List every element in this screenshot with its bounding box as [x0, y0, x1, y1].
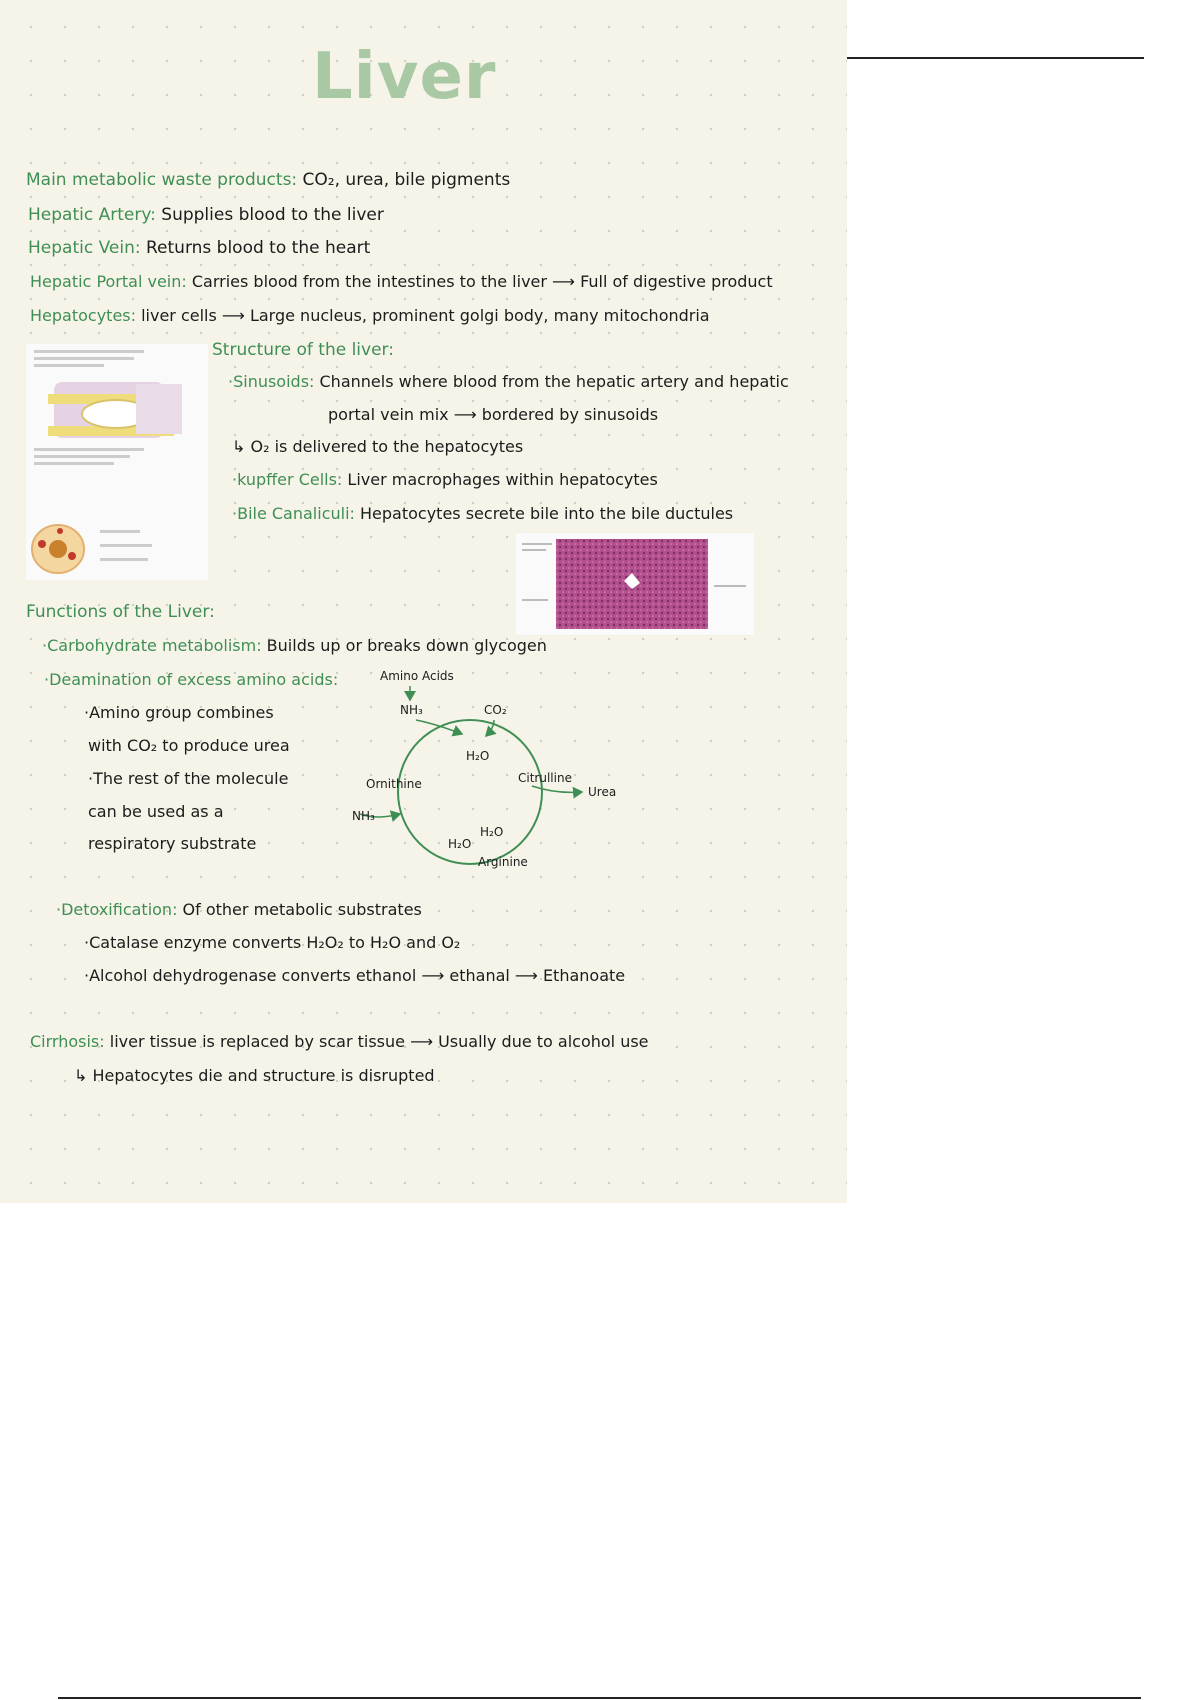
line-hepatocytes: [30, 306, 710, 325]
line-sinusoids: [228, 372, 789, 391]
text: Returns blood to the heart: [140, 238, 371, 258]
label-arginine: Arginine: [478, 855, 528, 869]
line-bile-canaliculi: [232, 504, 733, 523]
line-carbohydrate: [42, 636, 547, 655]
line-hepatic-portal-vein: [30, 272, 773, 291]
text: liver tissue is replaced by scar tissue ⟶ Usually due to alcohol use: [104, 1032, 649, 1051]
text: Of other metabolic substrates: [177, 900, 422, 919]
liver-micrograph: [516, 533, 754, 635]
label: ·Detoxification:: [56, 900, 178, 919]
text: Supplies blood to the liver: [155, 205, 384, 225]
label-h2o-bottom: H₂O: [448, 837, 472, 851]
line-deamination-d: can be used as a: [88, 802, 224, 821]
label: ·Bile Canaliculi:: [232, 504, 355, 523]
label: Hepatic Portal vein:: [30, 272, 187, 291]
text: Builds up or breaks down glycogen: [261, 636, 547, 655]
urea-cycle-diagram: [346, 664, 646, 890]
line-deamination-e: respiratory substrate: [88, 834, 257, 853]
bottom-rule: [58, 1697, 1141, 1699]
line-alcohol: ·Alcohol dehydrogenase converts ethanol ⟶ ethanal ⟶ Ethanoate: [84, 966, 626, 985]
text: Carries blood from the intestines to the liver ⟶ Full of digestive product: [186, 272, 773, 291]
label: Hepatic Vein:: [28, 238, 141, 258]
page-title: Liver: [312, 40, 497, 114]
arrow-urea: [532, 786, 582, 792]
text: Hepatocytes secrete bile into the bile ductules: [354, 504, 734, 523]
label: Hepatic Artery:: [28, 205, 156, 225]
label-urea: Urea: [588, 785, 617, 799]
line-detoxification: [56, 900, 422, 919]
text: liver cells ⟶ Large nucleus, prominent golgi body, many mitochondria: [136, 306, 710, 325]
line-sinusoids-3: ↳ O₂ is delivered to the hepatocytes: [232, 437, 524, 456]
liver-lobule-diagram: [26, 344, 208, 580]
label-ornithine: Ornithine: [366, 777, 422, 791]
line-waste-products: [26, 170, 510, 190]
label: Cirrhosis:: [30, 1032, 105, 1051]
top-rule: [847, 57, 1144, 59]
line-deamination: ·Deamination of excess amino acids:: [44, 670, 339, 689]
label-h2o-top: H₂O: [466, 749, 490, 763]
line-cirrhosis-2: ↳ Hepatocytes die and structure is disrupted: [74, 1066, 435, 1085]
label-nh3-left: NH₃: [352, 809, 375, 823]
label: Main metabolic waste products:: [26, 170, 298, 190]
line-hepatic-vein: [28, 238, 370, 258]
text: Liver macrophages within hepatocytes: [342, 470, 658, 489]
micrograph-svg: [516, 533, 754, 635]
line-deamination-b: with CO₂ to produce urea: [88, 736, 290, 755]
line-sinusoids-2: portal vein mix ⟶ bordered by sinusoids: [328, 405, 659, 424]
line-deamination-c: ·The rest of the molecule: [88, 769, 289, 788]
line-catalase: ·Catalase enzyme converts H₂O₂ to H₂O and O₂: [84, 933, 461, 952]
text: CO₂, urea, bile pigments: [297, 170, 511, 190]
label-co2: CO₂: [484, 703, 507, 717]
label-amino-acids: Amino Acids: [380, 669, 454, 683]
label-h2o-right: H₂O: [480, 825, 504, 839]
line-deamination-a: ·Amino group combines: [84, 703, 274, 722]
label-nh3-top: NH₃: [400, 703, 423, 717]
line-cirrhosis: [30, 1032, 649, 1051]
structure-heading: Structure of the liver:: [212, 340, 394, 360]
label: ·Carbohydrate metabolism:: [42, 636, 262, 655]
liver-lobule-svg: [26, 344, 208, 580]
text: Channels where blood from the hepatic artery and hepatic: [314, 372, 789, 391]
line-hepatic-artery: [28, 205, 384, 225]
line-kupffer: [232, 470, 658, 489]
label: ·kupffer Cells:: [232, 470, 343, 489]
label: ·Sinusoids:: [228, 372, 315, 391]
functions-heading: Functions of the Liver:: [26, 602, 215, 622]
label: Hepatocytes:: [30, 306, 137, 325]
label-citrulline: Citrulline: [518, 771, 572, 785]
